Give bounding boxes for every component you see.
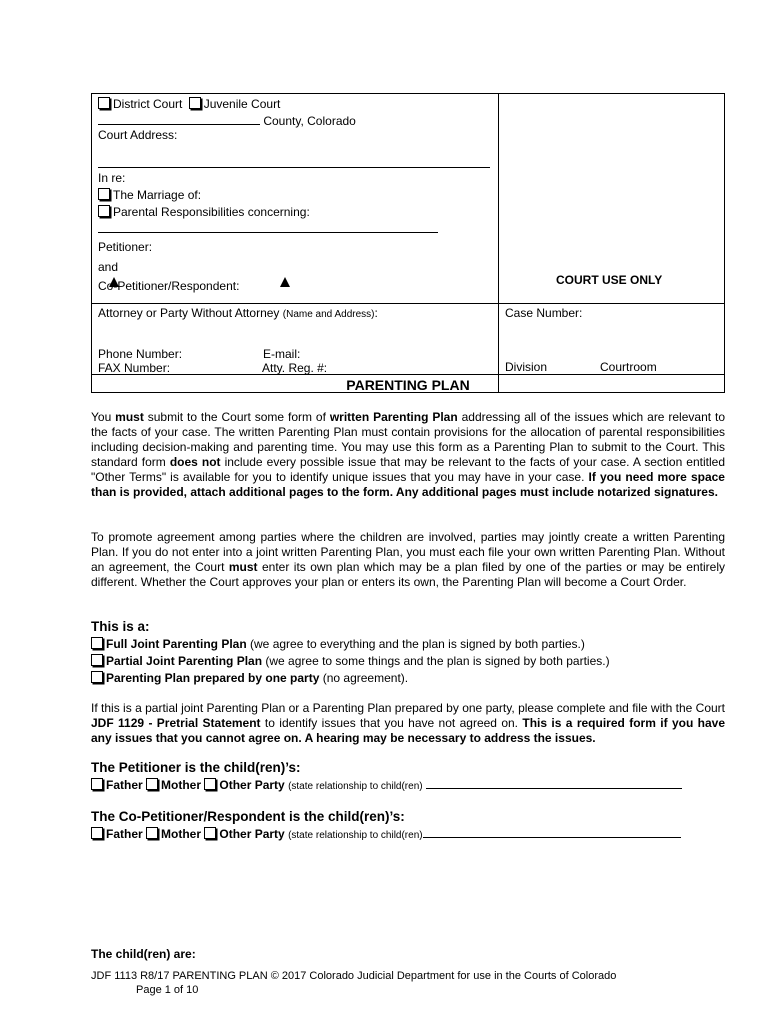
court-address-label: Court Address: [98,128,178,142]
other-party-label: Other Party [219,778,285,792]
intro-text: To promote agreement among parties where the children are involved, parties may jointly create a written Parenting Plan. If you do not enter into a joint written Parenting Plan, you must each file your own written Parenting Plan. Without an agreement, the Court [91,530,725,574]
juvenile-court-label: Juvenile Court [203,97,281,111]
division-label: Division [505,360,548,374]
attorney-row [98,306,378,320]
county-blank[interactable] [98,113,260,125]
relationship-hint: (state relationship to child(ren) [288,830,423,841]
intro-text: You [91,410,116,424]
full-joint-checkbox[interactable] [91,637,103,649]
note-text: to identify issues that you have not agreed on. [260,716,523,730]
intro-paragraph-1 [91,410,725,500]
plan-type-option [91,654,610,668]
intro-bold: must [115,410,144,424]
intro-text: submit to the Court some form of [143,410,330,424]
marriage-of-checkbox[interactable] [98,188,110,200]
partial-joint-checkbox[interactable] [91,654,103,666]
relationship-hint: (state relationship to child(ren) [288,781,423,792]
option-text: (we agree to some things and the plan is signed by both parties.) [262,654,610,668]
triangle-marker-icon [109,277,119,287]
co-petitioner-mother-checkbox[interactable] [146,827,158,839]
and-label: and [98,260,119,274]
attorney-colon: : [374,306,378,320]
case-number-label: Case Number: [505,306,583,320]
petitioner-mother-checkbox[interactable] [146,778,158,790]
phone-label: Phone Number: [98,347,183,361]
court-use-only-label: COURT USE ONLY [556,273,663,287]
plan-type-option [91,637,585,651]
parental-responsibilities-row [98,205,310,219]
parental-responsibilities-checkbox[interactable] [98,205,110,217]
note-bold: This is a required form if you have any issues that you cannot agree on. A hearing may be necessary to address the issues. [91,716,726,745]
juvenile-court-checkbox[interactable] [189,97,201,109]
intro-text: include every possible issue that may be relevant to the facts of your case. A section entitled "Other Terms" is available for you to identify unique issues that you may have in your case. [91,455,725,484]
case-caption-box [91,93,725,393]
co-petitioner-label: Co-Petitioner/Respondent: [98,279,240,293]
petitioner-relationship-row [91,778,682,792]
caption-divider-horizontal [92,303,724,304]
petitioner-label: Petitioner: [98,240,153,254]
this-is-a-heading: This is a: [91,619,150,634]
email-label: E-mail: [263,347,301,361]
intro-bold: If you need more space than is provided, attach additional pages to the form. Any additional pages must include notarized signatures. [91,470,725,499]
caption-divider-vertical [498,94,499,392]
mother-label: Mother [161,778,202,792]
option-text: (we agree to everything and the plan is signed by both parties.) [246,637,585,651]
father-label: Father [106,778,143,792]
district-court-checkbox[interactable] [98,97,110,109]
co-petitioner-father-checkbox[interactable] [91,827,103,839]
partial-note-paragraph [91,701,725,746]
caption-divider-title [92,374,724,375]
co-petitioner-section-heading: The Co-Petitioner/Respondent is the child(ren)’s: [91,809,405,824]
petitioner-father-checkbox[interactable] [91,778,103,790]
footer-page-number: Page 1 of 10 [136,984,199,996]
attorney-sub-label: (Name and Address) [282,309,375,320]
attorney-label: Attorney or Party Without Attorney [98,306,280,320]
co-petitioner-relationship-row [91,827,681,841]
mother-label: Mother [161,827,202,841]
court-address-blank[interactable] [98,167,490,168]
triangle-marker-icon [280,277,290,287]
parental-responsibilities-label: Parental Responsibilities concerning: [113,205,310,219]
petitioner-relationship-blank[interactable] [426,778,682,789]
marriage-of-label: The Marriage of: [113,188,202,202]
intro-bold: must [228,560,258,574]
parties-blank[interactable] [98,232,438,233]
plan-type-option [91,671,408,685]
children-heading: The child(ren) are: [91,947,196,961]
one-party-checkbox[interactable] [91,671,103,683]
petitioner-section-heading: The Petitioner is the child(ren)’s: [91,760,301,775]
fax-label: FAX Number: [98,361,171,375]
footer-form-id: JDF 1113 R8/17 PARENTING PLAN © 2017 Colorado Judicial Department for use in the Courts of Colorado [91,970,617,982]
intro-paragraph-2 [91,530,725,590]
district-court-label: District Court [113,97,183,111]
marriage-of-row [98,188,201,202]
other-party-label: Other Party [219,827,285,841]
petitioner-other-checkbox[interactable] [204,778,216,790]
intro-bold: written Parenting Plan [329,410,458,424]
option-bold: Full Joint Parenting Plan [106,637,247,651]
document-title: PARENTING PLAN [346,377,470,393]
courtroom-label: Courtroom [600,360,657,374]
atty-reg-label: Atty. Reg. #: [262,361,328,375]
note-text: If this is a partial joint Parenting Plan or a Parenting Plan prepared by one party, please complete and file with the Court [91,701,725,715]
option-text: (no agreement). [319,671,409,685]
court-type-row [98,97,280,111]
intro-text: addressing all of the issues which are relevant to the facts of your case. The written Parenting Plan must contain provisions for the allocation of parental responsibilities including decision-making and parenting time. You may use this form as a Parenting Plan to submit to the Court. This standard form [91,410,725,469]
intro-text: enter its own plan which may be a plan filed by one of the parties or may be entirely different. Whether the Court approves your plan or enters its own, the Parenting Plan will become a Court Order. [91,560,725,589]
co-petitioner-relationship-blank[interactable] [423,827,681,838]
note-bold: JDF 1129 - Pretrial Statement [91,716,261,730]
in-re-label: In re: [98,171,126,185]
father-label: Father [106,827,143,841]
county-row [98,113,356,128]
county-label: County, Colorado [263,114,356,128]
option-bold: Parenting Plan prepared by one party [106,671,320,685]
co-petitioner-other-checkbox[interactable] [204,827,216,839]
intro-bold: does not [169,455,221,469]
option-bold: Partial Joint Parenting Plan [106,654,263,668]
